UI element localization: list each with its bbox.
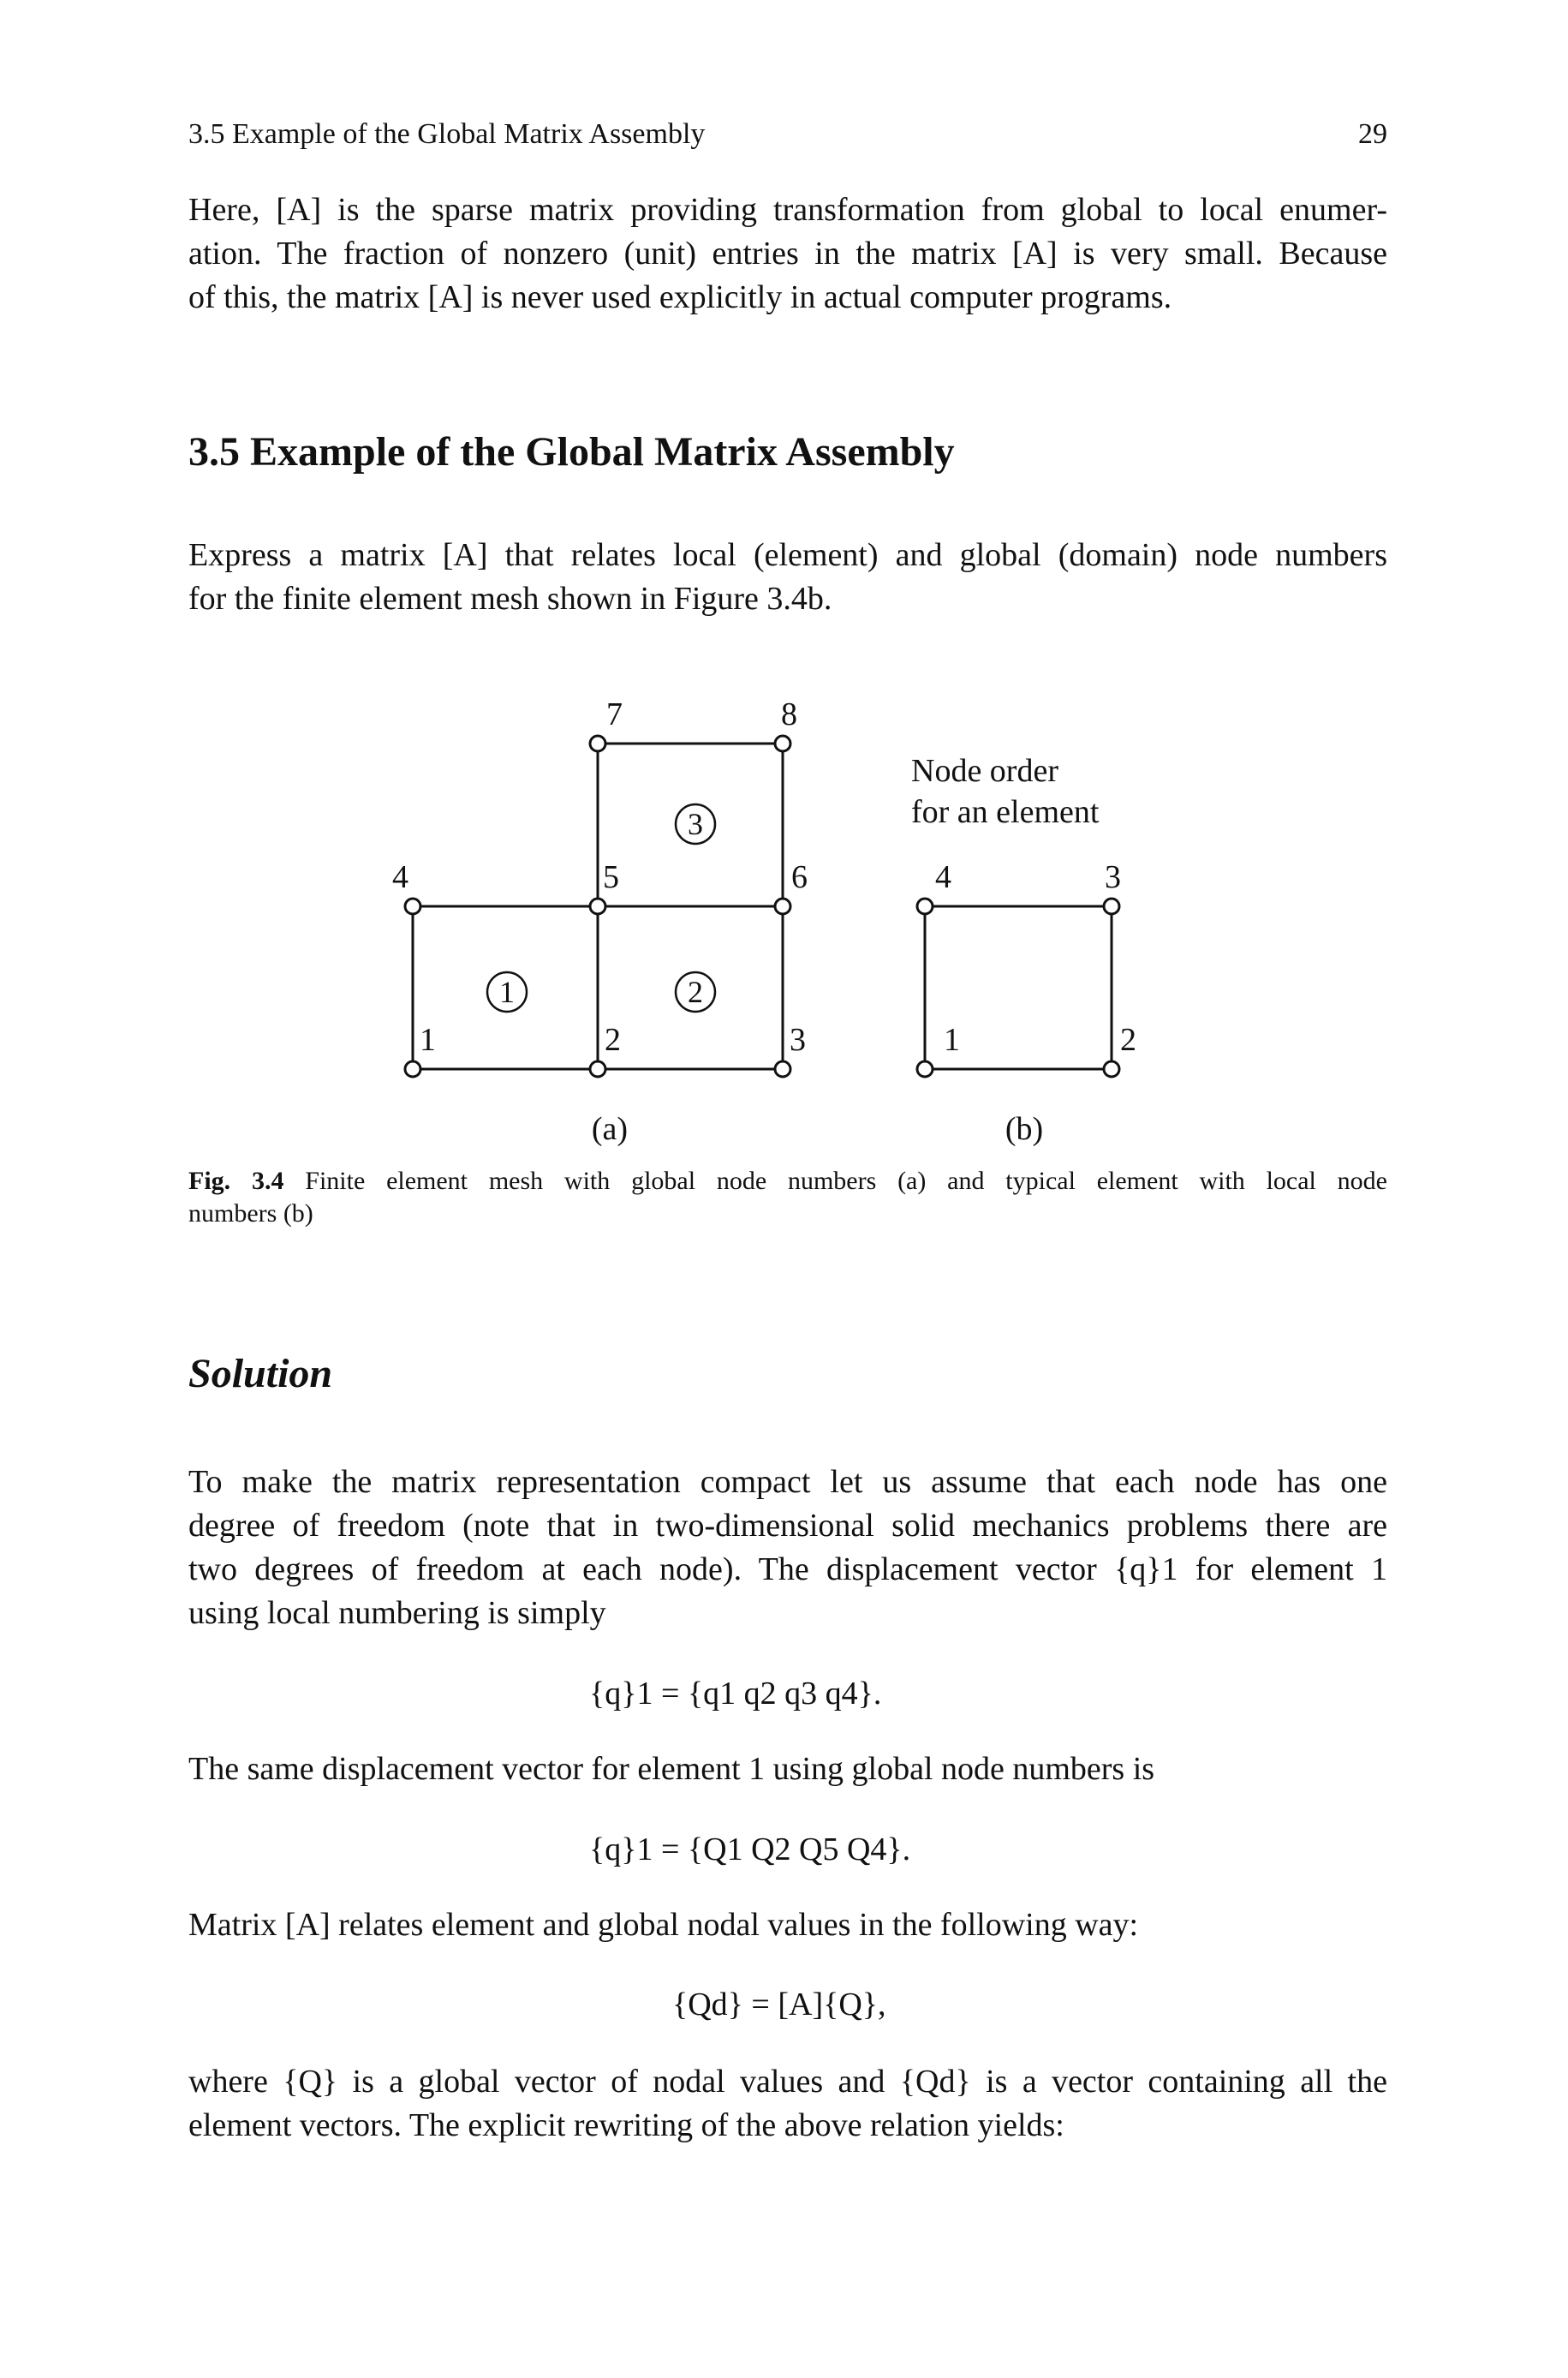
node-circle	[590, 899, 605, 914]
solution-line: using local numbering is simply	[188, 1595, 606, 1631]
node-circle	[405, 1061, 420, 1077]
element-title-line: Node order	[911, 753, 1058, 789]
element-number-2: 2	[688, 975, 703, 1009]
solution-paragraph-4	[188, 2060, 1387, 2148]
equation-local-vector: {q}1 = {q1 q2 q3 q4}.	[589, 1676, 882, 1712]
solution-line: degree of freedom (note that in two-dimensional solid mechanics problems there are	[188, 1508, 1387, 1544]
node-circle	[1104, 1061, 1119, 1077]
node-circle	[405, 899, 420, 914]
solution-paragraph-2	[188, 1748, 1387, 1791]
global-node-label: 3	[790, 1022, 806, 1058]
solution-line: Matrix [A] relates element and global nodal values in the following way:	[188, 1907, 1139, 1943]
solution-paragraph-3	[188, 1903, 1387, 1947]
node-circle	[917, 899, 933, 914]
intro-line: Here, [A] is the sparse matrix providing transformation from global to local enumer-	[188, 192, 1387, 228]
solution-line: To make the matrix representation compact let us assume that each node has one	[188, 1464, 1387, 1500]
node-circle	[775, 1061, 790, 1077]
node-circle	[775, 736, 790, 751]
section-paragraph	[188, 534, 1387, 621]
solution-heading: Solution	[188, 1351, 333, 1396]
solution-line: element vectors. The explicit rewriting of the above relation yields:	[188, 2107, 1064, 2143]
global-node-label: 7	[606, 696, 623, 732]
local-node-label: 2	[1120, 1022, 1136, 1058]
local-node-label: 1	[944, 1022, 960, 1058]
local-node-label: 3	[1105, 859, 1121, 895]
subfigure-label-b: (b)	[1005, 1111, 1044, 1147]
figure-3-4	[360, 677, 1216, 1156]
solution-line: where {Q} is a global vector of nodal values and {Qd} is a vector containing all the	[188, 2064, 1387, 2100]
intro-paragraph	[188, 188, 1387, 320]
solution-line: two degrees of freedom at each node). The displacement vector {q}1 for element 1	[188, 1551, 1387, 1587]
equation-assembly: {Qd} = [A]{Q},	[672, 1987, 886, 2022]
subfigure-label-a: (a)	[591, 1111, 629, 1147]
section-line: Express a matrix [A] that relates local (element) and global (domain) node numbers	[188, 537, 1387, 573]
section-line: for the finite element mesh shown in Figure 3.4b.	[188, 581, 832, 617]
global-node-label: 5	[603, 859, 619, 895]
node-circle	[590, 736, 605, 751]
global-node-label: 2	[605, 1022, 621, 1058]
element-number-3: 3	[688, 807, 703, 841]
global-node-label: 8	[781, 696, 797, 732]
section-heading: 3.5 Example of the Global Matrix Assembly	[188, 429, 955, 475]
solution-paragraph-1	[188, 1461, 1387, 1635]
global-node-label: 1	[420, 1022, 436, 1058]
intro-line: ation. The fraction of nonzero (unit) entries in the matrix [A] is very small. Because	[188, 236, 1387, 272]
figure-caption	[188, 1165, 1387, 1230]
intro-line: of this, the matrix [A] is never used explicitly in actual computer programs.	[188, 279, 1172, 315]
node-circle	[590, 1061, 605, 1077]
caption-line: Finite element mesh with global node numbers (a) and typical element with local node	[305, 1167, 1387, 1195]
caption-line: numbers (b)	[188, 1199, 313, 1228]
running-header-title: 3.5 Example of the Global Matrix Assembly	[188, 118, 706, 150]
caption-prefix: Fig. 3.4	[188, 1167, 284, 1195]
global-node-label: 4	[392, 859, 408, 895]
global-node-label: 6	[791, 859, 808, 895]
node-circle	[917, 1061, 933, 1077]
local-node-label: 4	[935, 859, 951, 895]
node-circle	[775, 899, 790, 914]
page-number: 29	[1358, 118, 1387, 150]
element-title-line: for an element	[911, 794, 1100, 830]
element-number-1: 1	[499, 975, 515, 1009]
equation-global-vector: {q}1 = {Q1 Q2 Q5 Q4}.	[589, 1831, 911, 1867]
node-circle	[1104, 899, 1119, 914]
solution-line: The same displacement vector for element 1 using global node numbers is	[188, 1751, 1155, 1787]
